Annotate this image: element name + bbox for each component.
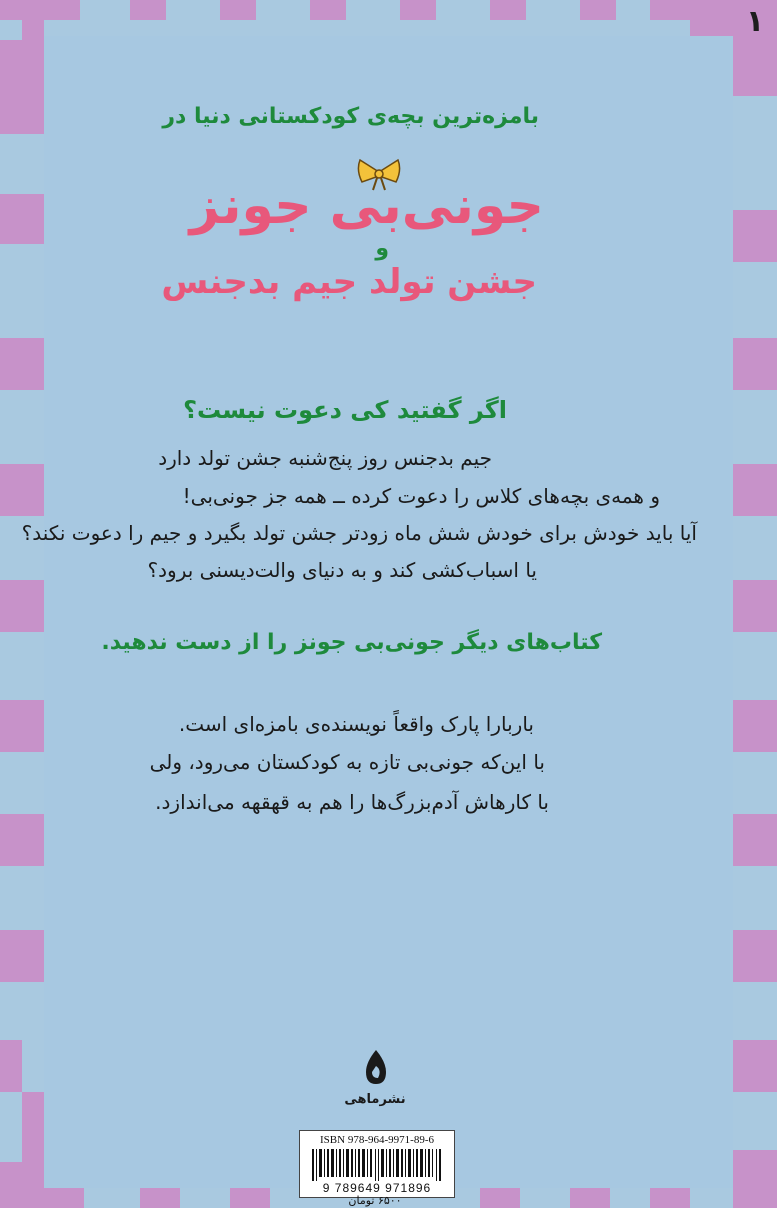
- barcode: [299, 1130, 455, 1198]
- title-conjunction: و: [375, 236, 389, 261]
- book-title-sub: جشن تولد جیم بدجنس: [161, 262, 537, 302]
- isbn-text: ISBN 978-964-9971-89-6: [320, 1134, 434, 1146]
- publisher-name: نشرماهی: [344, 1092, 406, 1107]
- price-label: ۶۵۰۰ تومان: [348, 1194, 402, 1207]
- blurb-line: جیم بدجنس روز پنج‌شنبه جشن تولد دارد: [158, 446, 492, 470]
- barcode-digits: 9 789649 971896: [322, 1181, 432, 1195]
- series-number: ۱: [745, 4, 765, 39]
- barcode-bars: [312, 1149, 442, 1181]
- blurb-line: و همه‌ی بچه‌های کلاس را دعوت کرده ــ همه جز جونی‌بی!: [182, 484, 660, 508]
- blurb-heading: اگر گفتید کی دعوت نیست؟: [183, 396, 507, 424]
- blurb-line: آیا باید خودش برای خودش شش ماه زودتر جشن تولد بگیرد و جیم را دعوت نکند؟: [21, 521, 697, 545]
- book-title-main: جونی‌بی جونز: [189, 176, 544, 236]
- fish-logo-icon: [356, 1048, 396, 1088]
- review-line: با این‌که جونی‌بی تازه به کودکستان می‌رود، ولی: [149, 750, 545, 774]
- review-line: باربارا پارک واقعاً نویسنده‌ی بامزه‌ای است.: [178, 712, 534, 736]
- blurb-line: یا اسباب‌کشی کند و به دنیای والت‌دیسنی برود؟: [147, 558, 537, 582]
- tagline: بامزه‌ترین بچه‌ی کودکستانی دنیا در: [162, 104, 539, 129]
- review-line: با کارهاش آدم‌بزرگ‌ها را هم به قهقهه می‌اندازد.: [155, 790, 549, 814]
- more-books-note: کتاب‌های دیگر جونی‌بی جونز را از دست ندهید.: [101, 630, 602, 655]
